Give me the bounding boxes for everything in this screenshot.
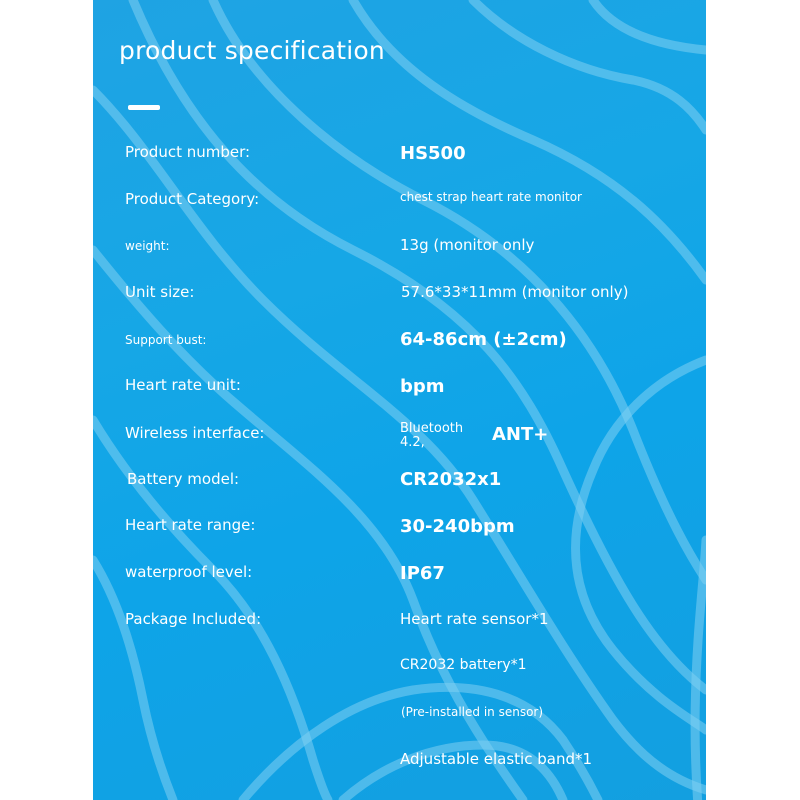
spec-value-product-category: chest strap heart rate monitor bbox=[400, 190, 582, 204]
spec-label-unit-size: Unit size: bbox=[125, 283, 195, 301]
spec-label-package-included: Package Included: bbox=[125, 610, 262, 628]
package-item-band: Adjustable elastic band*1 bbox=[400, 750, 593, 768]
wireless-bluetooth-text: Bluetooth bbox=[400, 421, 464, 436]
spec-label-product-number: Product number: bbox=[125, 143, 251, 161]
package-item-battery: CR2032 battery*1 bbox=[400, 657, 527, 673]
wireless-version-text: 4.2, bbox=[400, 435, 425, 450]
package-item-sensor: Heart rate sensor*1 bbox=[400, 610, 549, 628]
spec-value-weight: 13g (monitor only bbox=[400, 236, 535, 254]
spec-value-waterproof-level: IP67 bbox=[400, 563, 445, 584]
spec-label-weight: weight: bbox=[125, 239, 170, 253]
spec-value-battery-model: CR2032x1 bbox=[400, 469, 502, 490]
title-underline bbox=[128, 105, 160, 110]
spec-label-support-bust: Support bust: bbox=[125, 333, 207, 347]
package-item-battery-note: (Pre-installed in sensor) bbox=[401, 705, 544, 719]
spec-value-heart-rate-range: 30-240bpm bbox=[400, 516, 515, 537]
spec-panel bbox=[93, 0, 706, 800]
page-title: product specification bbox=[119, 36, 385, 65]
spec-value-heart-rate-unit: bpm bbox=[400, 376, 445, 397]
spec-label-heart-rate-range: Heart rate range: bbox=[125, 516, 256, 534]
spec-value-support-bust: 64-86cm (±2cm) bbox=[400, 329, 567, 350]
background-wave-lines bbox=[93, 0, 706, 800]
spec-value-wireless-ant: ANT+ bbox=[492, 424, 549, 445]
spec-label-heart-rate-unit: Heart rate unit: bbox=[125, 376, 241, 394]
spec-label-battery-model: Battery model: bbox=[127, 470, 240, 488]
spec-label-wireless-interface: Wireless interface: bbox=[125, 424, 265, 442]
spec-value-unit-size: 57.6*33*11mm (monitor only) bbox=[401, 283, 629, 301]
spec-value-wireless-interface bbox=[400, 422, 463, 450]
spec-value-product-number: HS500 bbox=[400, 143, 466, 164]
spec-label-waterproof-level: waterproof level: bbox=[125, 563, 253, 581]
spec-label-product-category: Product Category: bbox=[125, 190, 260, 208]
